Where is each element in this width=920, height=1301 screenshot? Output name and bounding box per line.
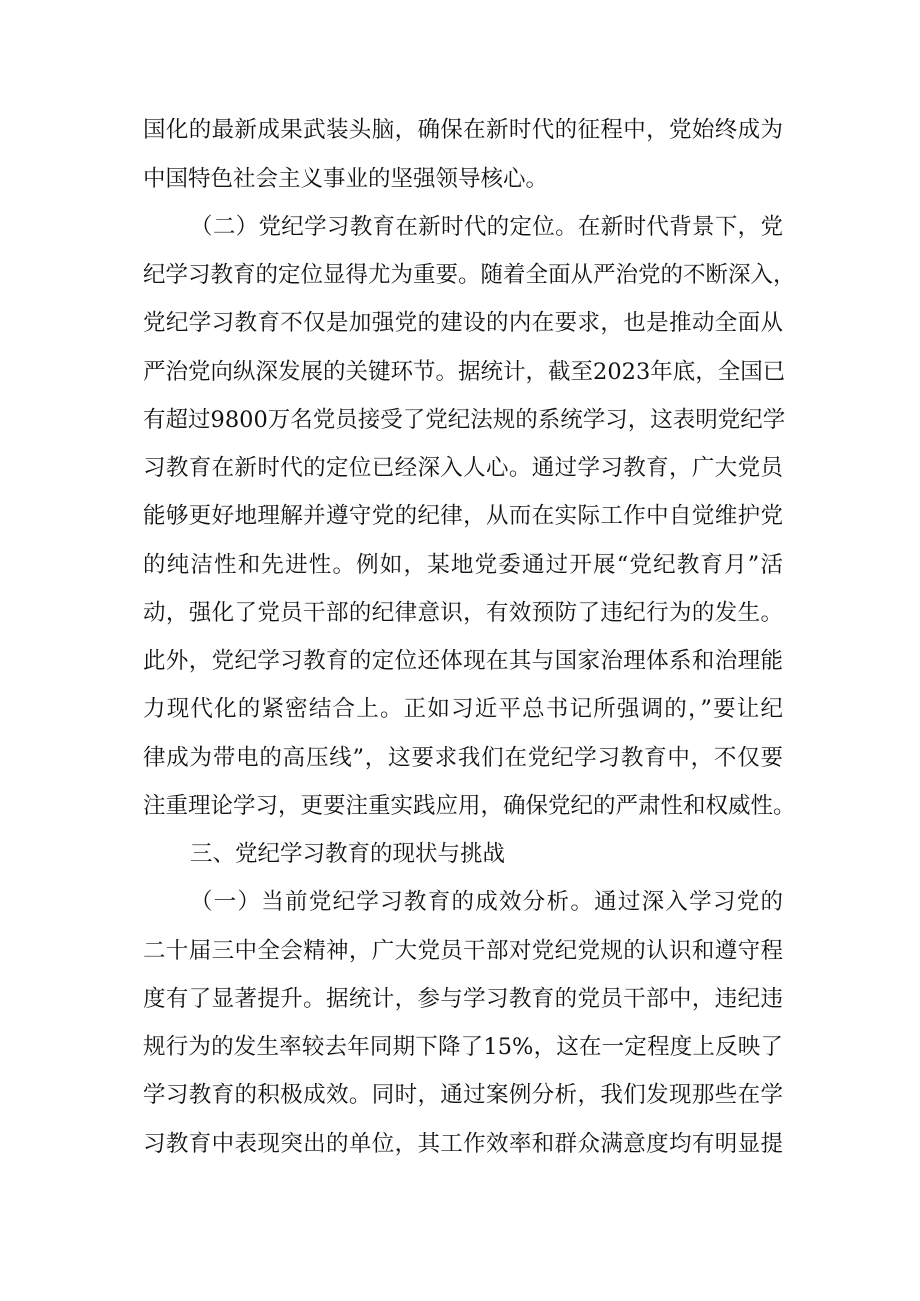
body-text-line: 党纪学习教育不仅是加强党的建设的内在要求，也是推动全面从 [143, 310, 783, 336]
body-text-line: 习教育在新时代的定位已经深入人心。通过学习教育，广大党员 [143, 455, 783, 481]
body-text-line: 的纯洁性和先进性。例如，某地党委通过开展“党纪教育月”活 [143, 552, 783, 578]
body-text-line: 二十届三中全会精神，广大党员干部对党纪党规的认识和遵守程 [143, 938, 783, 964]
body-text-line: 学习教育的积极成效。同时，通过案例分析，我们发现那些在学 [143, 1082, 783, 1108]
body-text-line: 律成为带电的高压线”，这要求我们在党纪学习教育中，不仅要 [143, 745, 783, 771]
section-heading: 三、党纪学习教育的现状与挑战 [190, 841, 506, 867]
body-text-line: 严治党向纵深发展的关键环节。据统计，截至2023年底，全国已 [143, 359, 786, 385]
body-text-line: 动，强化了党员干部的纪律意识，有效预防了违纪行为的发生。 [143, 600, 783, 626]
body-text-line: 有超过9800万名党员接受了党纪法规的系统学习，这表明党纪学 [143, 407, 786, 433]
paragraph-first-line: （一）当前党纪学习教育的成效分析。通过深入学习党的 [190, 889, 783, 915]
body-text-line: 此外，党纪学习教育的定位还体现在其与国家治理体系和治理能 [143, 648, 783, 674]
body-text-line: 力现代化的紧密结合上。正如习近平总书记所强调的，”要让纪 [143, 696, 783, 722]
body-text-line: 注重理论学习，更要注重实践应用，确保党纪的严肃性和权威性。 [143, 793, 796, 819]
paragraph-first-line: （二）党纪学习教育在新时代的定位。在新时代背景下，党 [190, 214, 783, 240]
body-text-line: 能够更好地理解并遵守党的纪律，从而在实际工作中自觉维护党 [143, 503, 783, 529]
body-text-line: 中国特色社会主义事业的坚强领导核心。 [143, 166, 549, 192]
body-text-line: 规行为的发生率较去年同期下降了15%，这在一定程度上反映了 [143, 1034, 783, 1060]
body-text-line: 习教育中表现突出的单位，其工作效率和群众满意度均有明显提 [143, 1131, 783, 1157]
body-text-line: 纪学习教育的定位显得尤为重要。随着全面从严治党的不断深入， [143, 262, 796, 288]
body-text-line: 国化的最新成果武装头脑，确保在新时代的征程中，党始终成为 [143, 117, 783, 143]
body-text-line: 度有了显著提升。据统计，参与学习教育的党员干部中，违纪违 [143, 986, 783, 1012]
